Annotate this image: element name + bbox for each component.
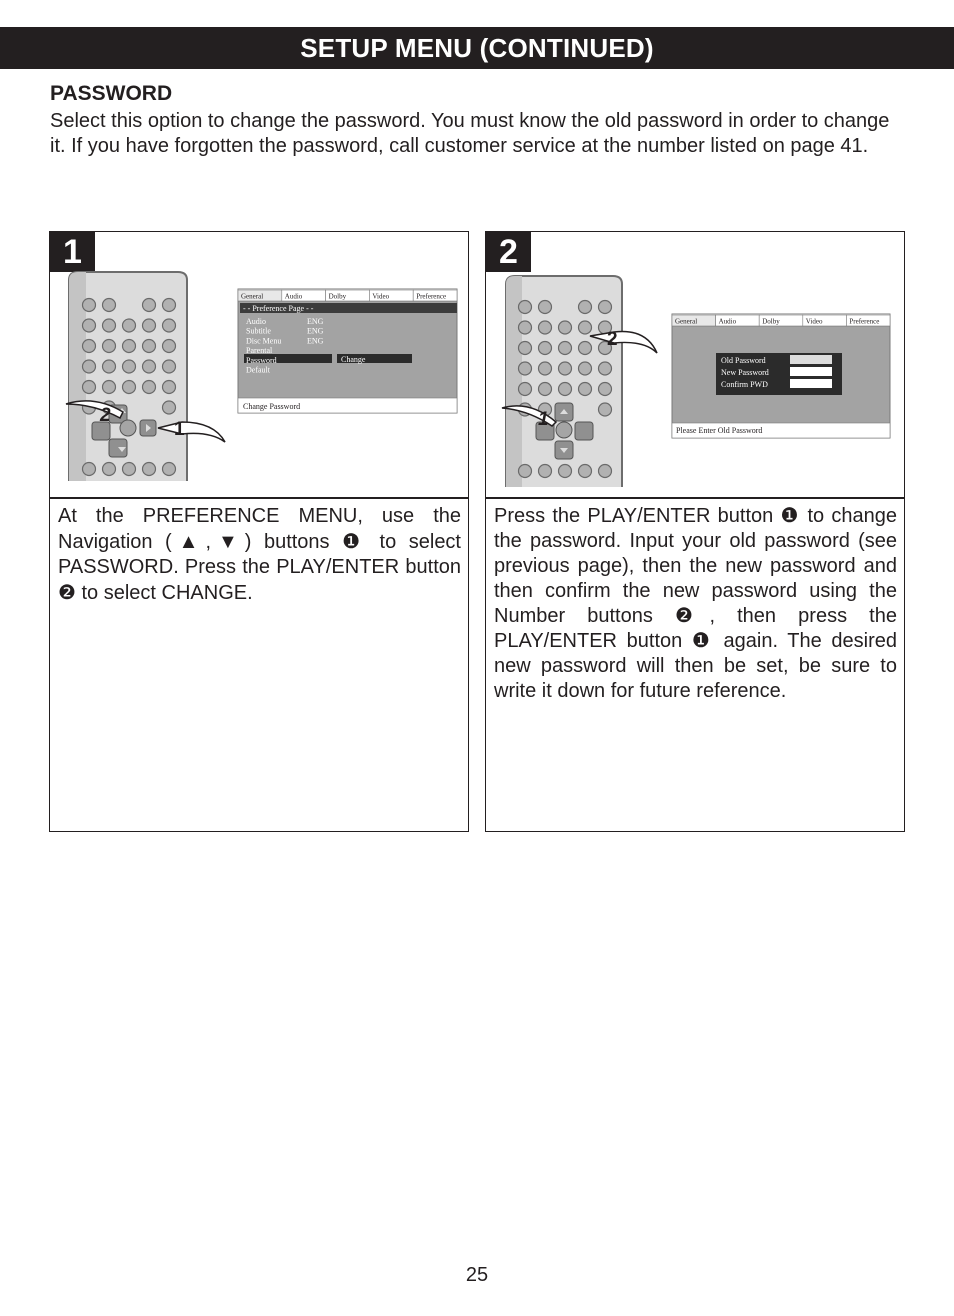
remote-button bbox=[103, 463, 116, 476]
step-marker: ❷ bbox=[674, 605, 710, 627]
remote-button bbox=[519, 383, 532, 396]
remote-button bbox=[539, 383, 552, 396]
step-1-divider bbox=[50, 497, 468, 499]
osd-tab-label: Dolby bbox=[328, 292, 347, 301]
step-marker: ❶ bbox=[780, 505, 801, 527]
remote-button bbox=[519, 342, 532, 355]
osd-row-value: ENG bbox=[307, 326, 324, 336]
remote-button bbox=[519, 465, 532, 478]
step-1-illustration bbox=[50, 232, 468, 497]
remote-button bbox=[143, 381, 156, 394]
osd-password-input bbox=[790, 367, 832, 376]
osd-tab-label: Dolby bbox=[762, 317, 780, 326]
remote-button bbox=[579, 321, 592, 334]
osd-field-label: Old Password bbox=[721, 356, 766, 365]
step-marker: ❷ bbox=[58, 581, 76, 604]
osd-status: Change Password bbox=[243, 402, 301, 411]
remote-button bbox=[103, 381, 116, 394]
remote-button bbox=[559, 362, 572, 375]
step-text-part: to select PASSWORD. Press the PLAY/ENTER button bbox=[58, 530, 461, 578]
remote-button bbox=[143, 340, 156, 353]
remote-button bbox=[599, 465, 612, 478]
osd-tab-label: Video bbox=[805, 317, 823, 326]
remote-button bbox=[163, 299, 176, 312]
remote-button bbox=[83, 299, 96, 312]
remote-button bbox=[103, 340, 116, 353]
remote-button bbox=[163, 319, 176, 332]
osd-page-title: - - Preference Page - - bbox=[243, 304, 314, 313]
remote-button bbox=[519, 301, 532, 314]
remote-button bbox=[103, 299, 116, 312]
remote-button bbox=[599, 362, 612, 375]
remote-button bbox=[163, 340, 176, 353]
osd-tab-label: Video bbox=[372, 292, 390, 301]
step-2-panel bbox=[485, 231, 905, 832]
preference-menu-screen bbox=[238, 289, 457, 413]
remote-button bbox=[519, 362, 532, 375]
osd-password-input bbox=[790, 355, 832, 364]
remote-button bbox=[519, 321, 532, 334]
osd-row-label: Audio bbox=[246, 317, 266, 326]
remote-button bbox=[539, 321, 552, 334]
remote-button bbox=[539, 362, 552, 375]
remote-button bbox=[163, 360, 176, 373]
remote-button bbox=[143, 299, 156, 312]
callout-label-2: 2 bbox=[607, 329, 618, 350]
remote-button bbox=[83, 340, 96, 353]
remote-button bbox=[579, 362, 592, 375]
step-1-badge: 1 bbox=[50, 232, 95, 272]
step-marker: ❶ bbox=[691, 630, 714, 652]
step-text-part: Press the PLAY/ENTER button bbox=[494, 505, 781, 527]
step-1-panel bbox=[49, 231, 469, 832]
remote-control bbox=[506, 276, 622, 487]
remote-button bbox=[579, 465, 592, 478]
callout-label-2: 2 bbox=[100, 405, 111, 426]
step-text-part: to change the password. Input your old password (see previous page), then the new password and then confirm the new password using the Number buttons bbox=[494, 505, 897, 627]
remote-button bbox=[103, 360, 116, 373]
osd-row-label: Subtitle bbox=[246, 326, 271, 336]
osd-field-label: New Password bbox=[721, 368, 769, 377]
remote-control bbox=[69, 272, 187, 481]
step-text-part: , then press the PLAY/ENTER button bbox=[494, 605, 897, 652]
remote-button bbox=[559, 321, 572, 334]
remote-button bbox=[579, 342, 592, 355]
remote-button bbox=[163, 401, 176, 414]
remote-button bbox=[599, 403, 612, 416]
callout-label-1: 1 bbox=[538, 409, 549, 430]
osd-tab-label: Preference bbox=[416, 292, 447, 301]
remote-button bbox=[539, 465, 552, 478]
step-text-part: again. The desired new password will then be set, be sure to write it down for future reference. bbox=[494, 630, 898, 702]
remote-button bbox=[559, 342, 572, 355]
remote-button bbox=[559, 383, 572, 396]
step-2-badge: 2 bbox=[486, 232, 531, 272]
remote-button bbox=[123, 381, 136, 394]
step-2-text bbox=[494, 504, 897, 704]
osd-row-label: Default bbox=[246, 365, 270, 375]
osd-tab-label: Audio bbox=[718, 317, 737, 326]
remote-button bbox=[599, 383, 612, 396]
osd-row-value: ENG bbox=[307, 336, 324, 346]
password-screen bbox=[672, 314, 890, 438]
osd-tab-label: Preference bbox=[849, 317, 880, 326]
osd-row-label: Disc Menu bbox=[246, 336, 282, 346]
remote-button bbox=[579, 301, 592, 314]
remote-button bbox=[123, 319, 136, 332]
step-text-part: At the PREFERENCE MENU, use the Navigation (▲,▼) buttons bbox=[58, 505, 461, 553]
osd-tab-label: General bbox=[241, 292, 264, 301]
remote-button bbox=[539, 342, 552, 355]
step-2-illustration bbox=[486, 232, 904, 497]
osd-row-label: Parental bbox=[246, 346, 273, 356]
remote-button bbox=[123, 360, 136, 373]
callout-label-1: 1 bbox=[174, 419, 185, 440]
osd-row-value: ENG bbox=[307, 317, 324, 326]
remote-button bbox=[163, 381, 176, 394]
remote-button bbox=[103, 319, 116, 332]
remote-button bbox=[83, 463, 96, 476]
remote-button bbox=[83, 381, 96, 394]
osd-status: Please Enter Old Password bbox=[676, 426, 763, 435]
osd-row-label: Password bbox=[246, 355, 277, 365]
osd-password-input bbox=[790, 379, 832, 388]
page-number: 25 bbox=[465, 1264, 489, 1286]
remote-button bbox=[143, 319, 156, 332]
step-1-text bbox=[58, 504, 461, 606]
remote-button bbox=[83, 360, 96, 373]
remote-button bbox=[123, 340, 136, 353]
step-2-divider bbox=[486, 497, 904, 499]
osd-tab-label: Audio bbox=[284, 292, 303, 301]
remote-button bbox=[143, 463, 156, 476]
remote-button bbox=[123, 463, 136, 476]
section-heading: PASSWORD bbox=[50, 82, 173, 105]
step-marker: ❶ bbox=[342, 530, 367, 553]
osd-tab-label: General bbox=[675, 317, 698, 326]
remote-button bbox=[559, 465, 572, 478]
remote-button bbox=[539, 301, 552, 314]
remote-button bbox=[83, 319, 96, 332]
page-banner: SETUP MENU (CONTINUED) bbox=[0, 27, 954, 69]
remote-button bbox=[143, 360, 156, 373]
step-text-part: to select CHANGE. bbox=[75, 581, 253, 604]
osd-field-label: Confirm PWD bbox=[721, 380, 768, 389]
remote-button bbox=[163, 463, 176, 476]
intro-paragraph: Select this option to change the password. You must know the old password in order to change it. If you have forgotten the password, call customer service at the number listed on page 41. bbox=[50, 110, 890, 157]
remote-button bbox=[599, 301, 612, 314]
osd-option-change: Change bbox=[341, 355, 366, 364]
remote-button bbox=[579, 383, 592, 396]
